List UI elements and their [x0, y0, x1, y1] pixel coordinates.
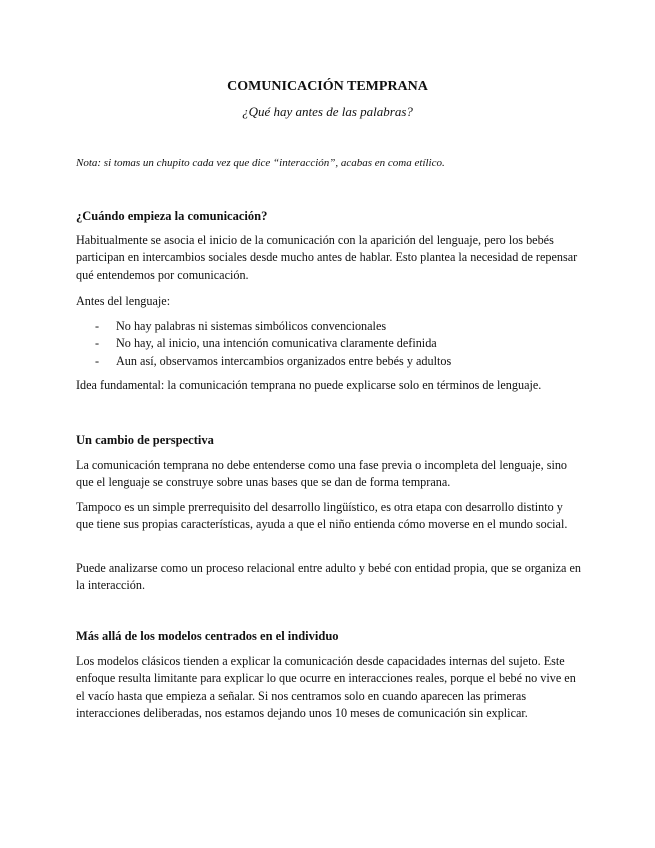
- section-heading-change-of-perspective: Un cambio de perspectiva: [76, 433, 214, 447]
- section-2-paragraph-3: Puede analizarse como un proceso relacional entre adulto y bebé con entidad propia, que se organiza en la interacción.: [76, 561, 582, 593]
- list-item: [76, 353, 582, 370]
- before-language-label: Antes del lenguaje:: [76, 294, 171, 308]
- fundamental-idea-paragraph: Idea fundamental: la comunicación temprana no puede explicarse solo en términos de lenguaje.: [76, 378, 542, 392]
- humor-note: Nota: si tomas un chupito cada vez que dice “interacción”, acabas en coma etílico.: [76, 157, 445, 169]
- section-3-paragraph-1: Los modelos clásicos tienden a explicar la comunicación desde capacidades internas del sujeto. Este enfoque resulta limitante para explicar lo que ocurre en interacciones reales, porque el bebé no vive en el vacío hasta que empieza a señalar. Si nos centramos solo en cuando aparecen las primeras interacciones deliberadas, nos estamos dejando unos 10 meses de comunicación sin explicar.: [76, 654, 576, 720]
- document-subtitle: ¿Qué hay antes de las palabras?: [242, 104, 413, 119]
- list-item-text: Aun así, observamos intercambios organizados entre bebés y adultos: [116, 353, 452, 368]
- list-item-text: No hay, al inicio, una intención comunicativa claramente definida: [116, 336, 437, 351]
- document-title: COMUNICACIÓN TEMPRANA: [227, 79, 428, 94]
- before-language-list: [76, 318, 582, 370]
- section-2-paragraph-2: Tampoco es un simple prerrequisito del desarrollo lingüístico, es otra etapa con desarrollo distinto y que tiene sus propias características, ayuda a que el niño entienda cómo moverse en el mundo social.: [76, 500, 568, 532]
- section-heading-when-communication-starts: ¿Cuándo empieza la comunicación?: [76, 209, 268, 223]
- section-2-paragraph-1: La comunicación temprana no debe entenderse como una fase previa o incompleta del lenguaje, sino que el lenguaje se construye sobre unas bases que se dan de forma temprana.: [76, 458, 568, 490]
- section-1-intro-paragraph: Habitualmente se asocia el inicio de la comunicación con la aparición del lenguaje, pero los bebés participan en intercambios sociales desde mucho antes de hablar. Esto plantea la necesidad de repensar qué entendemos por comunicación.: [76, 233, 578, 282]
- list-item: [76, 318, 582, 335]
- section-heading-beyond-individual-models: Más allá de los modelos centrados en el individuo: [76, 629, 339, 643]
- bullet-dash: -: [95, 336, 100, 351]
- bullet-dash: -: [95, 319, 100, 333]
- bullet-dash: -: [95, 353, 100, 368]
- list-item-text: No hay palabras ni sistemas simbólicos convencionales: [116, 319, 387, 333]
- list-item: [76, 335, 582, 352]
